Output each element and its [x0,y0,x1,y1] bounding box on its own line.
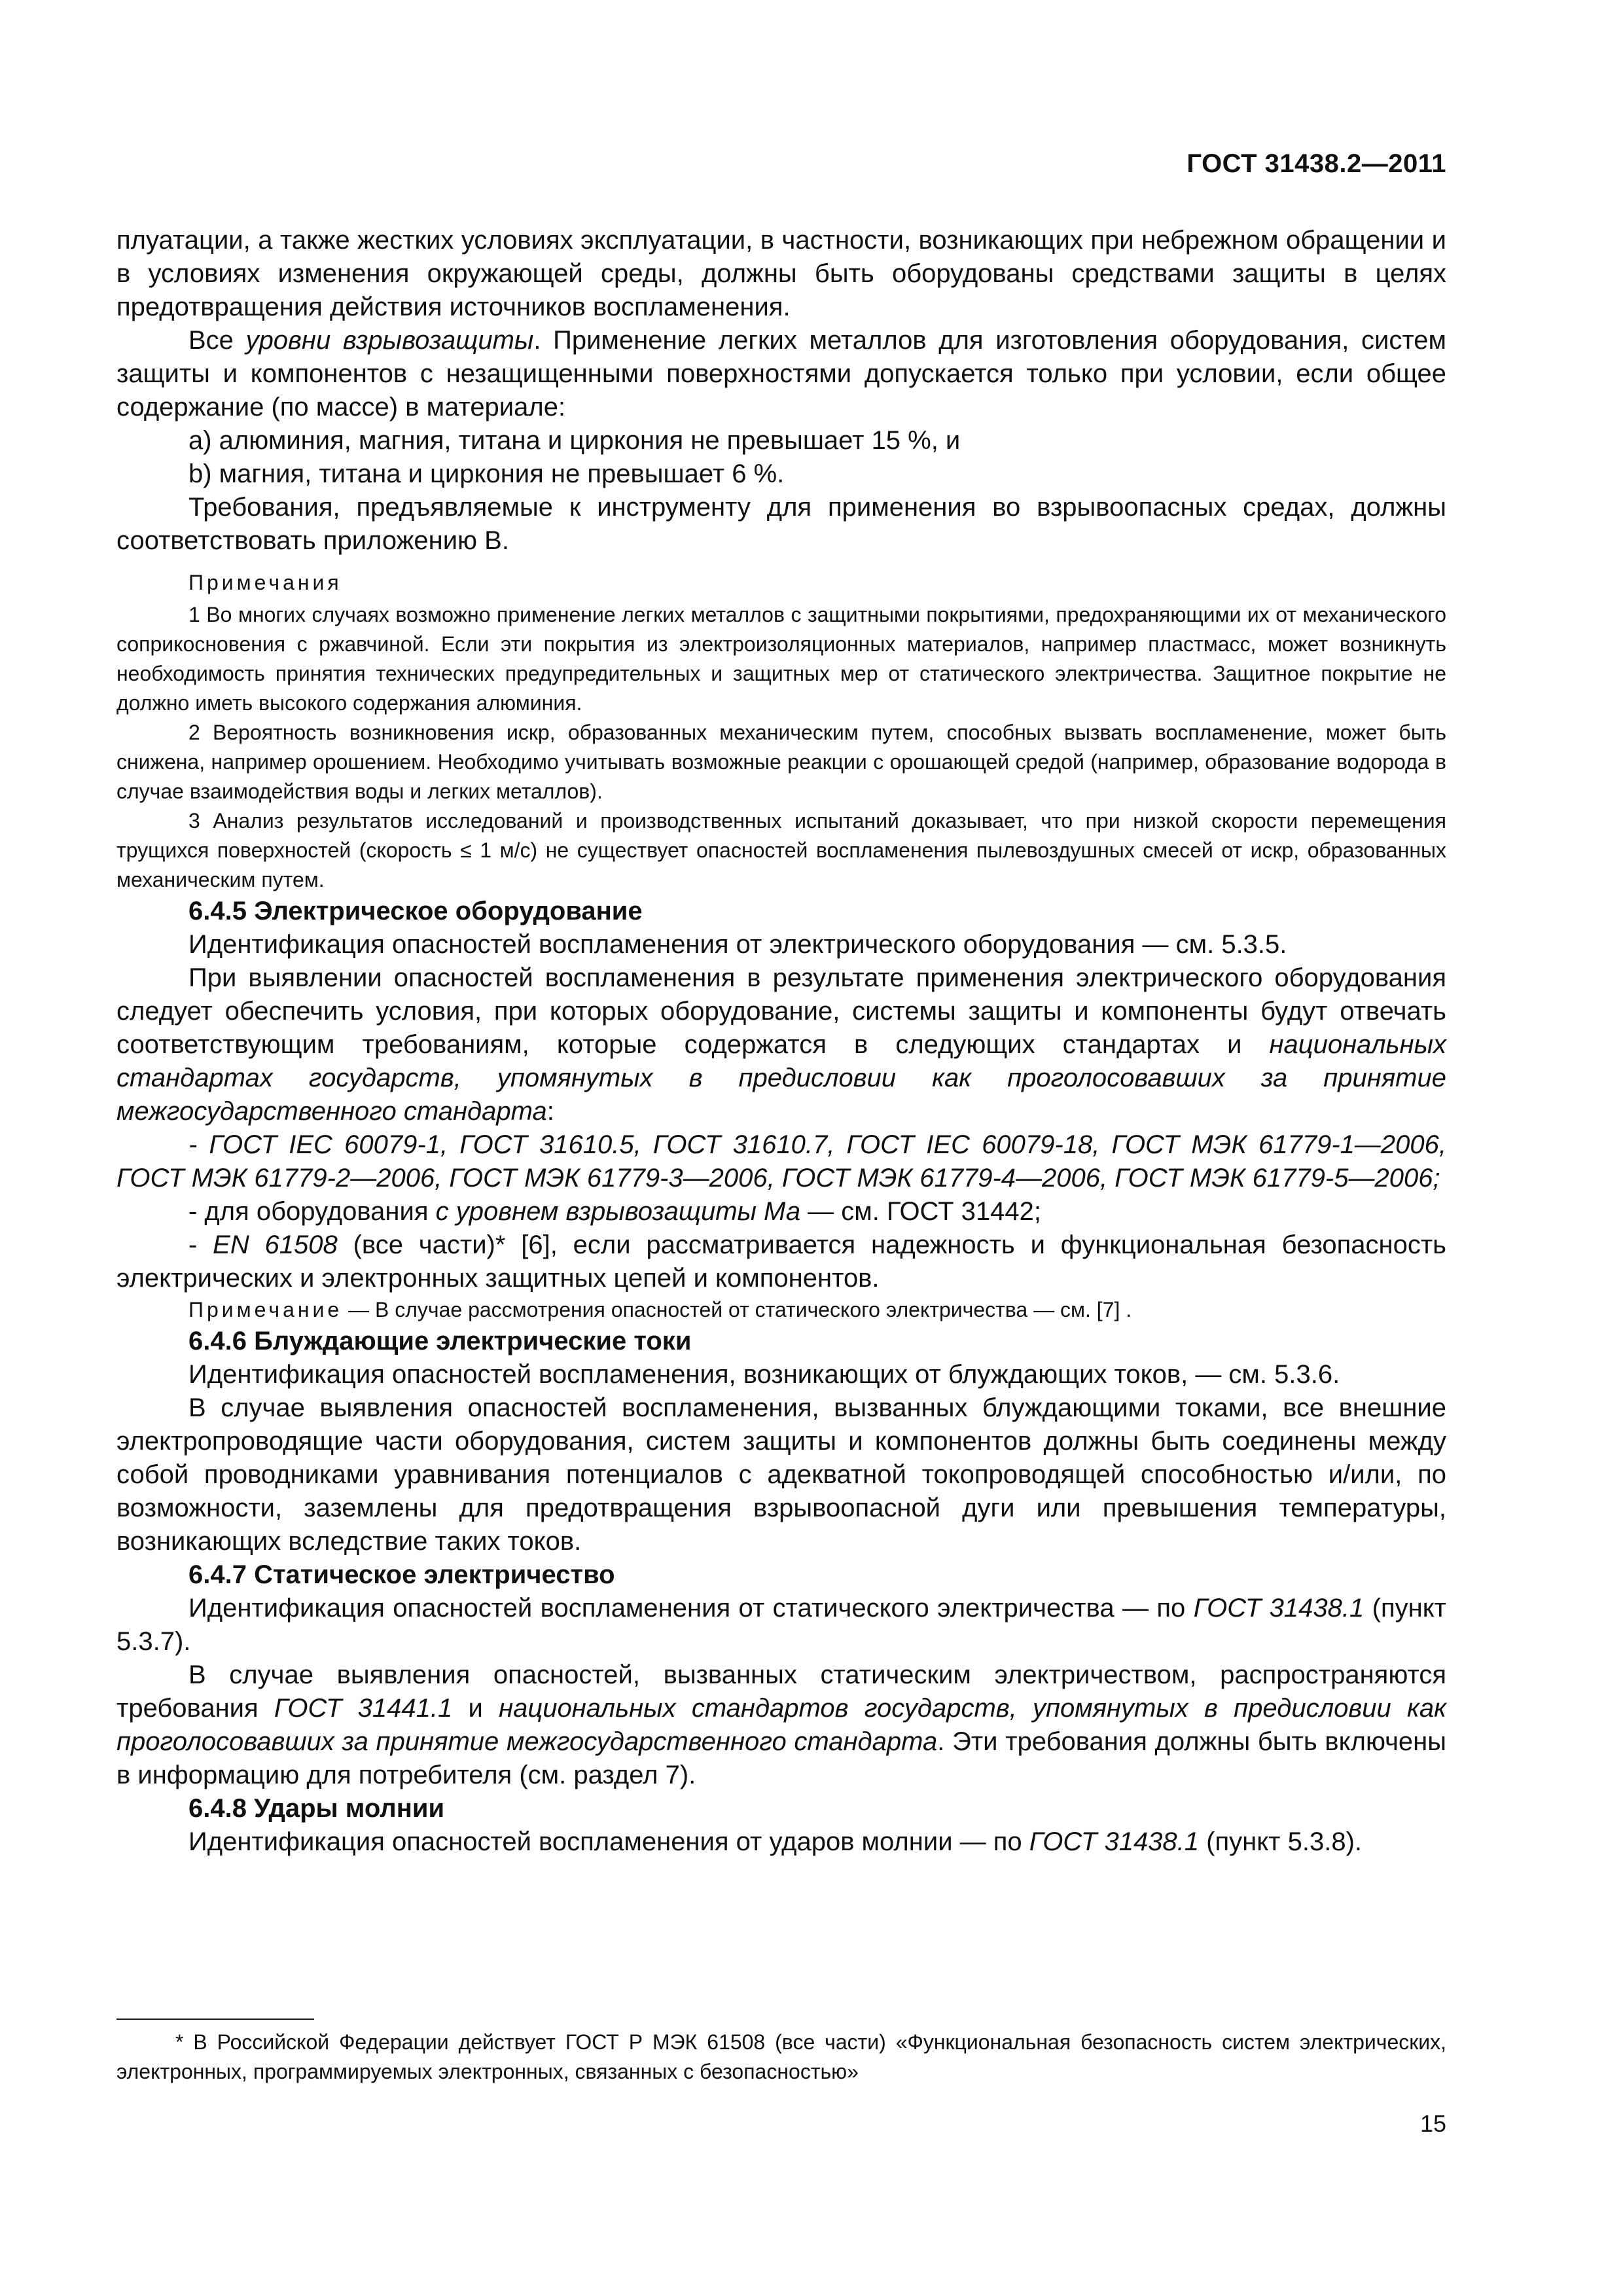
section-6-4-7-title: 6.4.7 Статическое электричество [188,1560,615,1589]
section-6-4-6-paragraph-1: Идентификация опасностей воспламенения, возникающих от блуждающих токов, — см. 5.3.6. [188,1360,1340,1389]
section-6-4-5-note: Примечание — В случае рассмотрения опасностей от статического электричества — см. [7] . [188,1298,1132,1321]
document-header: ГОСТ 31438.2—2011 [1186,149,1446,178]
footnote-divider [116,2018,314,2020]
section-6-4-8-paragraph-1: Идентификация опасностей воспламенения от ударов молнии — по ГОСТ 31438.1 (пункт 5.3.8). [188,1827,1363,1856]
section-6-4-5-list-ma: - для оборудования с уровнем взрывозащиты Ма — см. ГОСТ 31442; [188,1197,1042,1226]
note-3: 3 Анализ результатов исследований и производственных испытаний доказывает, что при низкой скорости перемещения трущихся поверхностей (скорость ≤ 1 м/с) не существует опасностей воспламенения пылевоздушных смесей от искр, образованных механическим путем. [116,809,1446,891]
page-number: 15 [1419,2110,1446,2137]
notes-heading: Примечания [188,571,342,594]
paragraph-continuation: плуатации, а также жестких условиях эксплуатации, в частности, возникающих при небрежном обращении и в условиях изменения окружающей среды, должны быть оборудованы средствами защиты в целях предотвращения действия источников воспламенения. [116,226,1446,321]
note-2: 2 Вероятность возникновения искр, образованных механическим путем, способных вызвать воспламенение, может быть снижена, например орошением. Необходимо учитывать возможные реакции с орошающей средой (например, образование водорода в случае взаимодействия воды и легких металлов). [116,721,1446,803]
section-6-4-5-paragraph-2: При выявлении опасностей воспламенения в результате применения электрического оборудования следует обеспечить условия, при которых оборудование, системы защиты и компоненты будут отвечать соответствующим требованиям, которые содержатся в следующих стандартах и национальных стандартах государств, упомянутых в предисловии как проголосовавших за принятие межгосударственного стандарта: [116,963,1446,1126]
section-6-4-6-title: 6.4.6 Блуждающие электрические токи [188,1327,692,1355]
section-6-4-5-paragraph-1: Идентификация опасностей воспламенения от электрического оборудования — см. 5.3.5. [188,930,1287,959]
paragraph-light-metals: Все уровни взрывозащиты. Применение легких металлов для изготовления оборудования, систем защиты и компонентов с незащищенными поверхностями допускается только при условии, если общее содержание (по массе) в материале: [116,326,1447,422]
body-text [116,224,1446,1859]
section-6-4-6-paragraph-2: В случае выявления опасностей воспламенения, вызванных блуждающими токами, все внешние электропроводящие части оборудования, систем защиты и компонентов должны быть соединены между собой проводниками уравнивания потенциалов с адекватной токопроводящей способностью и/или, по возможности, заземлены для предотвращения взрывоопасной дуги или превышения температуры, возникающих вследствие таких токов. [116,1393,1446,1556]
list-item-a: a) алюминия, магния, титана и циркония не превышает 15 %, и [188,426,961,455]
paragraph-tools: Требования, предъявляемые к инструменту для применения во взрывоопасных средах, должны соответствовать приложению В. [116,493,1446,555]
list-item-b: b) магния, титана и циркония не превышает 6 %. [188,459,785,488]
section-6-4-8-title: 6.4.8 Удары молнии [188,1794,445,1823]
section-6-4-7-paragraph-2: В случае выявления опасностей, вызванных статическим электричеством, распространяются требования ГОСТ 31441.1 и национальных стандартов государств, упомянутых в предисловии как проголосовавших за принятие межгосударственного стандарта. Эти требования должны быть включены в информацию для потребителя (см. раздел 7). [116,1660,1447,1789]
footnote: * В Российской Федерации действует ГОСТ Р МЭК 61508 (все части) «Функциональная безопасность систем электрических, электронных, программируемых электронных, связанных с безопасностью» [116,2030,1446,2083]
notes-block [116,568,1446,895]
section-6-4-7-paragraph-1: Идентификация опасностей воспламенения от статического электричества — по ГОСТ 31438.1 (пункт 5.3.7). [116,1594,1446,1656]
section-6-4-5-list-en61508: - EN 61508 (все части)* [6], если рассматривается надежность и функциональная безопасность электрических и электронных защитных цепей и компонентов. [116,1230,1446,1293]
note-1: 1 Во многих случаях возможно применение легких металлов с защитными покрытиями, предохраняющими их от механического соприкосновения с ржавчиной. Если эти покрытия из электроизоляционных материалов, например пластмасс, может возникнуть необходимость принятия технических предупредительных и защитных мер от статического электричества. Защитное покрытие не должно иметь высокого содержания алюминия. [116,603,1446,715]
section-6-4-5-title: 6.4.5 Электрическое оборудование [188,897,643,925]
section-6-4-5-standards-list: - ГОСТ IEC 60079-1, ГОСТ 31610.5, ГОСТ 31610.7, ГОСТ IEC 60079-18, ГОСТ МЭК 61779-1—2006, ГОСТ МЭК 61779-2—2006, ГОСТ МЭК 61779-3—2006, ГОСТ МЭК 61779-4—2006, ГОСТ МЭК 61779-5—2006; [116,1130,1446,1193]
